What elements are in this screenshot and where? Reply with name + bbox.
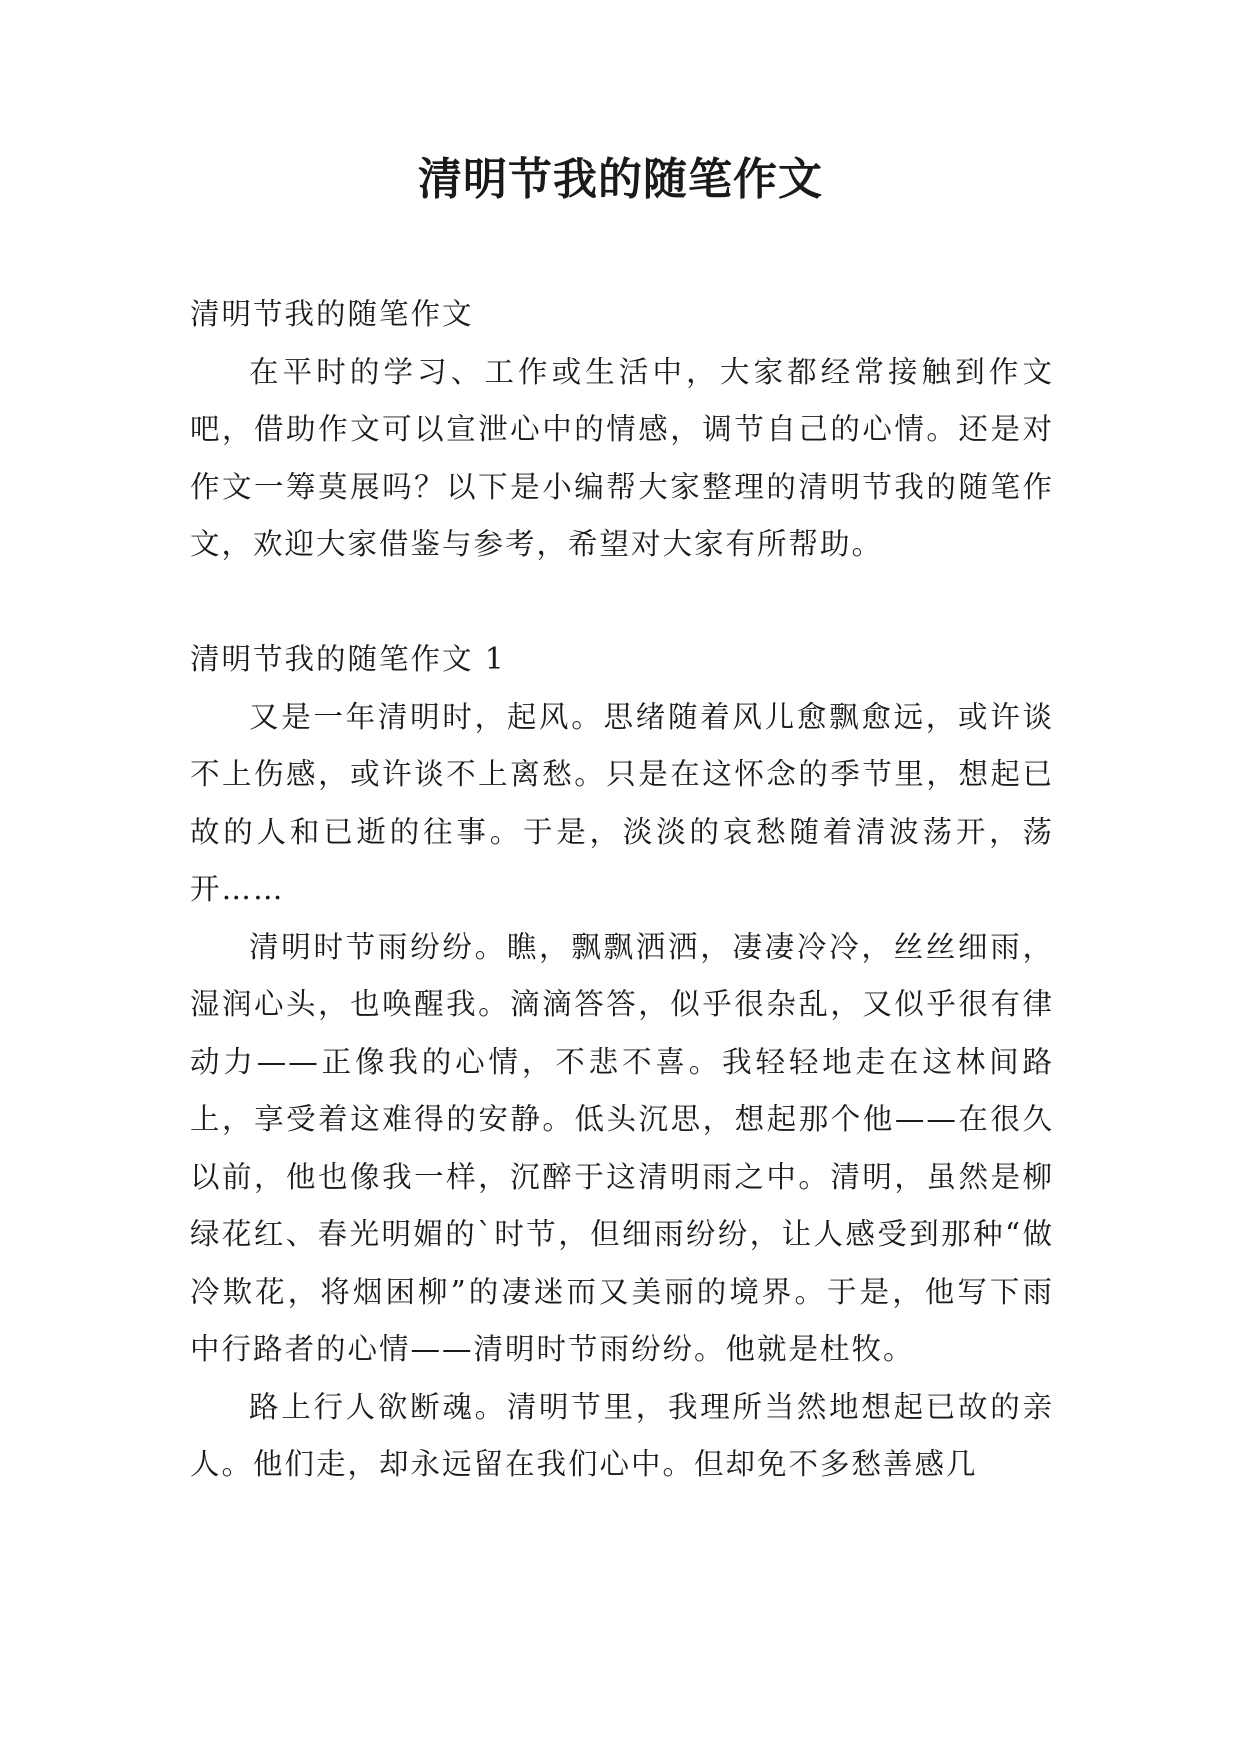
body-paragraph-2: 清明时节雨纷纷。瞧，飘飘洒洒，凄凄冷冷，丝丝细雨，湿润心头，也唤醒我。滴滴答答，似乎很杂乱，又似乎很有律动力——正像我的心情，不悲不喜。我轻轻地走在这林间路上，享受着这难得的安静。低头沉思，想起那个他——在很久以前，他也像我一样，沉醉于这清明雨之中。清明，虽然是柳绿花红、春光明媚的`时节，但细雨纷纷，让人感受到那种“做冷欺花，将烟困柳”的凄迷而又美丽的境界。于是，他写下雨中行路者的心情——清明时节雨纷纷。他就是杜牧。	[190, 929, 1054, 1366]
document-subtitle: 清明节我的随笔作文	[190, 297, 474, 331]
body-paragraph-1: 又是一年清明时，起风。思绪随着风儿愈飘愈远，或许谈不上伤感，或许谈不上离愁。只是在这怀念的季节里，想起已故的人和已逝的往事。于是，淡淡的哀愁随着清波荡开，荡开……	[190, 699, 1054, 906]
intro-paragraph: 在平时的学习、工作或生活中，大家都经常接触到作文吧，借助作文可以宣泄心中的情感，调节自己的心情。还是对作文一筹莫展吗？以下是小编帮大家整理的清明节我的随笔作文，欢迎大家借鉴与参考，希望对大家有所帮助。	[190, 354, 1054, 561]
section-heading-1: 清明节我的随笔作文 1	[190, 642, 506, 676]
document-body	[190, 286, 1054, 1494]
document-title: 清明节我的随笔作文	[418, 154, 823, 205]
body-paragraph-3: 路上行人欲断魂。清明节里，我理所当然地想起已故的亲人。他们走，却永远留在我们心中。但却免不多愁善感几	[190, 1389, 1054, 1481]
paragraph-gap	[190, 574, 1054, 632]
